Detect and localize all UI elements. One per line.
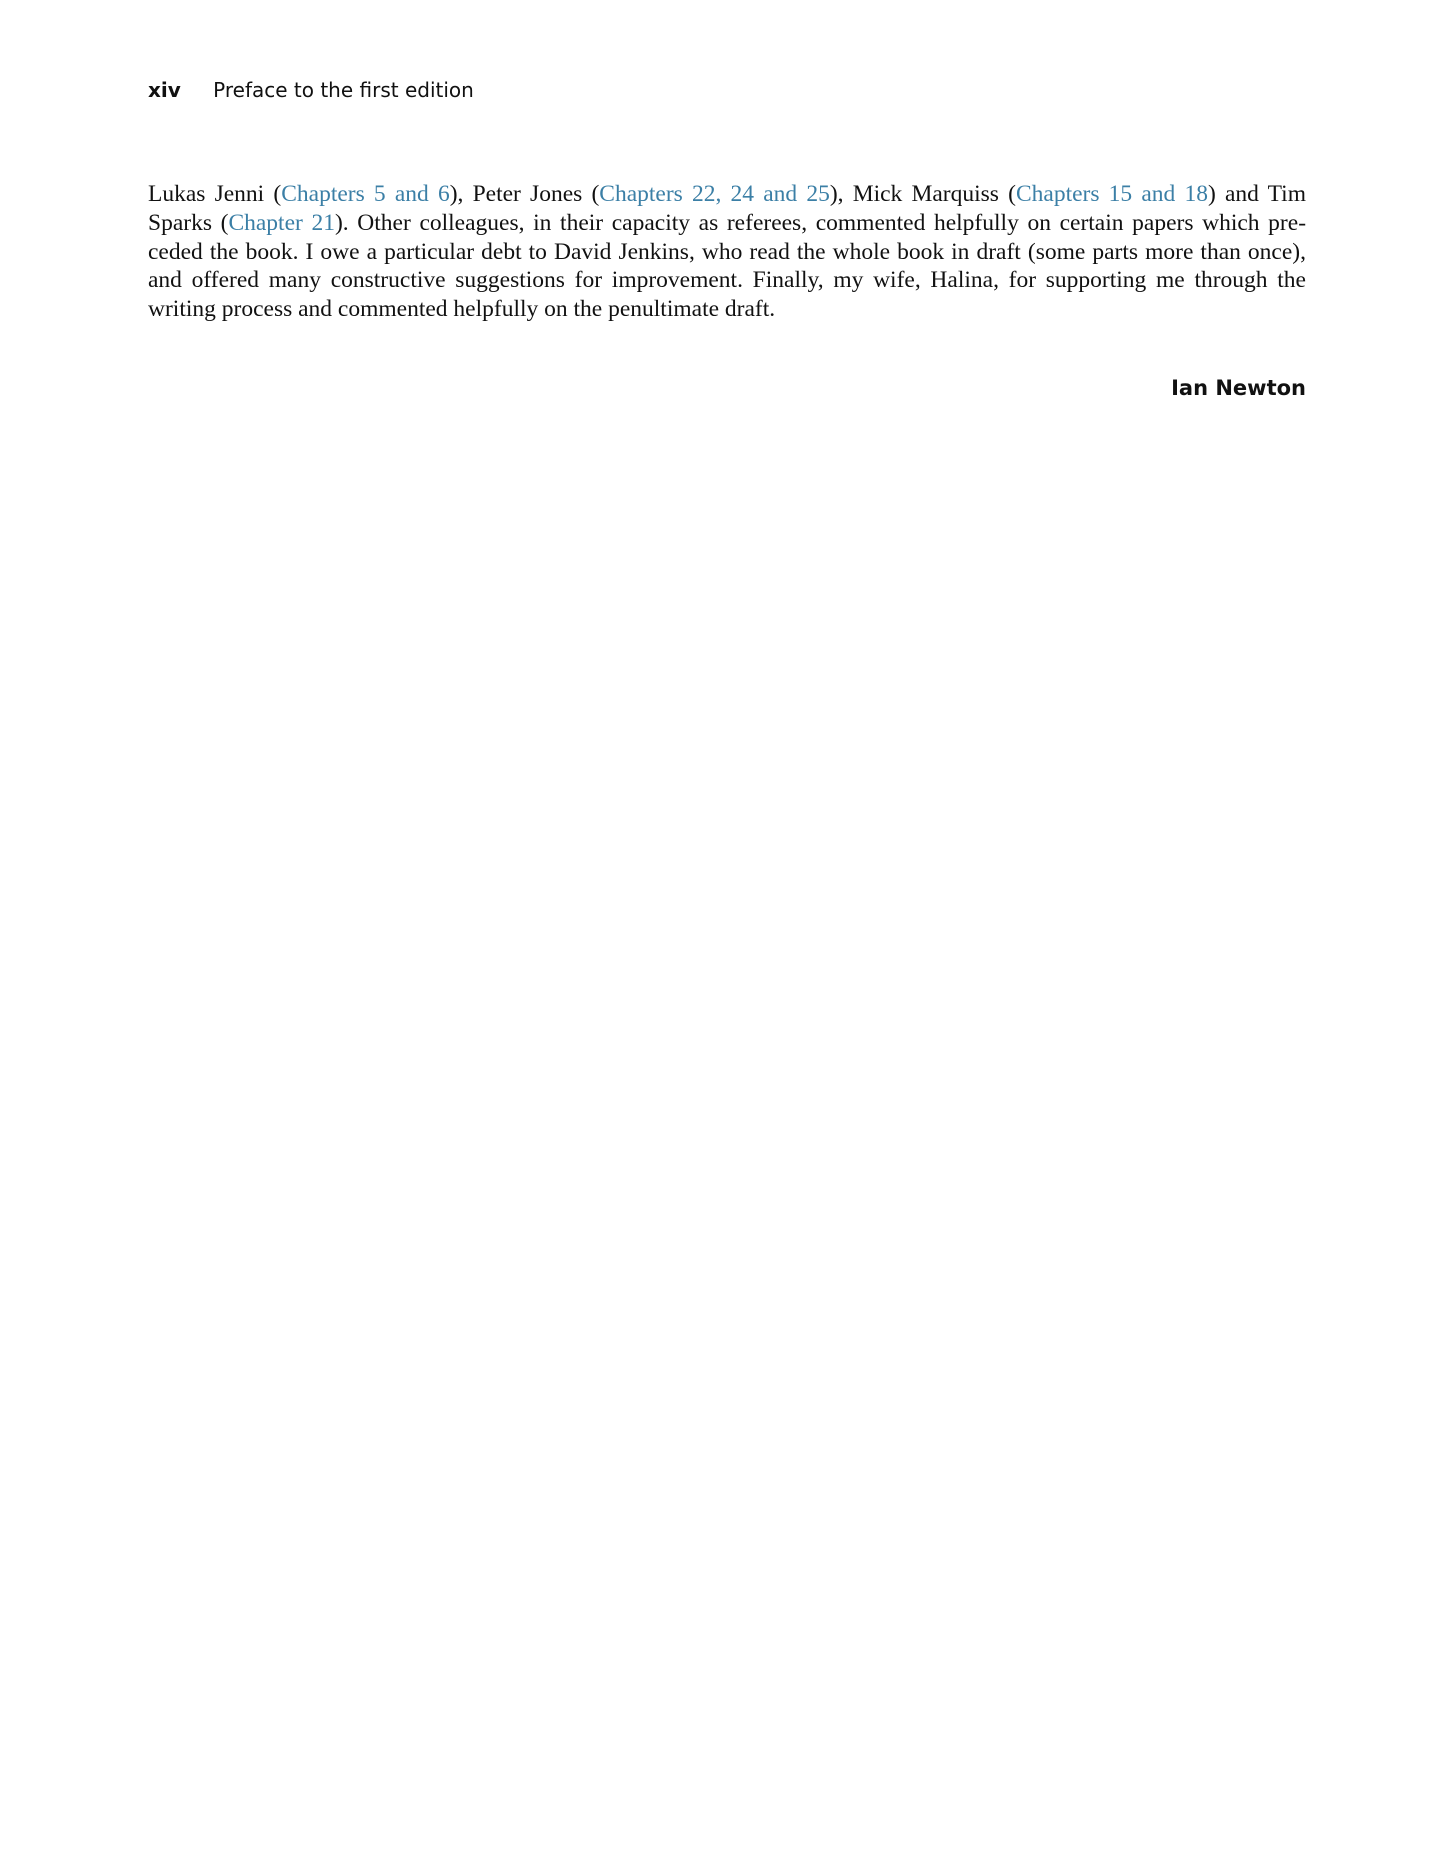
- paragraph-text: ). Other colleagues, in their capacity as referees, commented helpfully on certain papers which preceded the book. I owe a particular debt to David Jenkins, who read the whole book in draft (some parts more than once), and offered many constructive suggestions for improvement. Finally, my wife, Halina, for supporting me through the writing process and commented helpfully on the penultimate draft.: [148, 209, 1307, 323]
- preface-paragraph: [148, 180, 1306, 324]
- paragraph-text: ), Mick Marquiss (: [829, 181, 1016, 207]
- running-title: Preface to the first edition: [213, 78, 474, 102]
- running-head: [148, 78, 474, 102]
- paragraph-text: ), Peter Jones (: [449, 181, 600, 207]
- paragraph-text: Lukas Jenni (: [148, 181, 282, 207]
- page-number: xiv: [148, 78, 181, 102]
- chapter-link[interactable]: Chapters 5 and 6: [281, 181, 450, 207]
- paragraph-text: ) and Tim Sparks (: [148, 181, 1306, 236]
- author-signature: Ian Newton: [1171, 376, 1306, 400]
- chapter-link[interactable]: Chapters 22, 24 and 25: [599, 181, 830, 207]
- chapter-link[interactable]: Chapters 15 and 18: [1015, 181, 1208, 207]
- chapter-link[interactable]: Chapter 21: [228, 209, 335, 236]
